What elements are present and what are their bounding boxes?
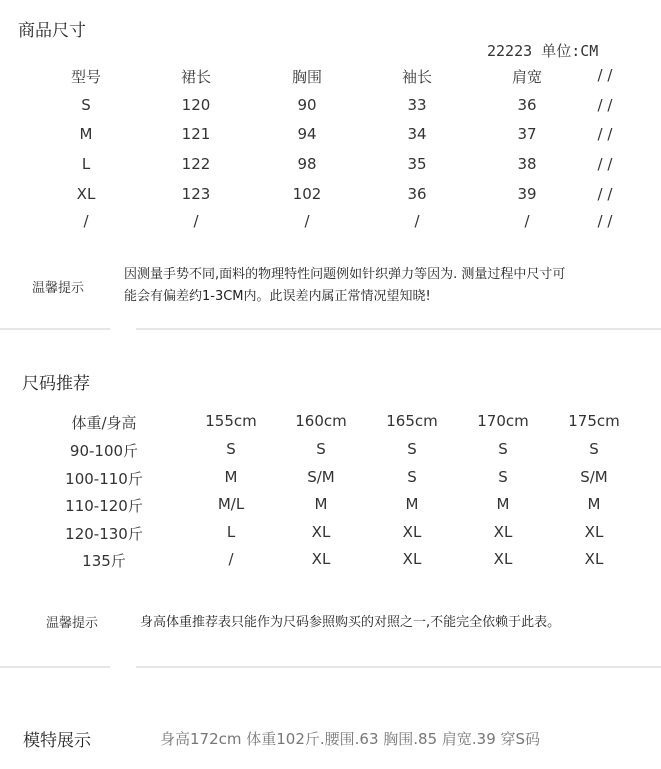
size-cell: 型号: [70, 68, 102, 86]
size-cell: 34: [407, 125, 427, 143]
recommend-cell: M: [224, 468, 238, 486]
divider: [136, 666, 661, 668]
size-tip-line-1: 因测量手势不同,面料的物理特性问题例如针织弹力等因为. 测量过程中尺寸可: [124, 267, 566, 282]
recommend-cell: S: [589, 440, 599, 458]
recommend-cell: M: [405, 495, 419, 513]
size-cell: 90: [297, 96, 317, 114]
size-cell: / /: [597, 96, 613, 114]
model-info-text: 身高172cm 体重102斤.腰围.63 胸围.85 肩宽.39 穿S码: [160, 730, 541, 748]
divider: [0, 666, 110, 668]
recommend-cell: S/M: [307, 468, 335, 486]
recommend-cell: M: [587, 495, 601, 513]
size-unit-line: [487, 40, 598, 61]
recommend-cell: XL: [493, 523, 513, 541]
size-cell: 36: [407, 185, 427, 203]
size-cell: L: [81, 155, 91, 173]
size-cell: M: [79, 125, 93, 143]
recommend-cell: 155cm: [205, 412, 257, 430]
size-cell: 胸围: [291, 68, 323, 86]
recommend-cell: S/M: [580, 468, 608, 486]
divider: [136, 328, 661, 330]
product-code: 22223: [487, 42, 533, 60]
recommend-cell: XL: [311, 550, 331, 568]
recommend-section-title: 尺码推荐: [22, 374, 90, 394]
recommend-cell: 120-130斤: [65, 525, 143, 543]
recommend-cell: M/L: [217, 495, 245, 513]
recommend-cell: M: [314, 495, 328, 513]
size-cell: / /: [597, 185, 613, 203]
recommend-tip-label: 温馨提示: [46, 616, 99, 631]
recommend-cell: 135斤: [82, 552, 126, 570]
size-cell: 35: [407, 155, 427, 173]
size-cell: 38: [517, 155, 537, 173]
size-cell: 33: [407, 96, 427, 114]
size-cell: / /: [597, 125, 613, 143]
recommend-cell: XL: [584, 550, 604, 568]
recommend-cell: 165cm: [386, 412, 438, 430]
recommend-cell: 160cm: [295, 412, 347, 430]
size-cell: / /: [597, 155, 613, 173]
size-cell: /: [83, 212, 89, 230]
recommend-cell: 体重/身高: [71, 414, 137, 432]
size-cell: XL: [76, 185, 96, 203]
recommend-cell: XL: [402, 523, 422, 541]
recommend-cell: S: [316, 440, 326, 458]
recommend-cell: XL: [311, 523, 331, 541]
size-cell: 98: [297, 155, 317, 173]
size-cell: 94: [297, 125, 317, 143]
recommend-cell: /: [228, 550, 234, 568]
size-cell: 36: [517, 96, 537, 114]
size-cell: S: [81, 96, 91, 114]
recommend-cell: XL: [402, 550, 422, 568]
size-cell: 123: [181, 185, 211, 203]
size-cell: 袖长: [401, 68, 433, 86]
size-cell: /: [524, 212, 530, 230]
size-cell: 37: [517, 125, 537, 143]
recommend-cell: M: [496, 495, 510, 513]
recommend-cell: XL: [584, 523, 604, 541]
size-cell: 肩宽: [511, 68, 543, 86]
recommend-tip-text: 身高体重推荐表只能作为尺码参照购买的对照之一,不能完全依赖于此表。: [140, 615, 561, 630]
size-cell: 39: [517, 185, 537, 203]
size-cell: 102: [292, 185, 322, 203]
size-tip-label: 温馨提示: [32, 281, 85, 296]
size-cell: 裙长: [180, 68, 212, 86]
size-tip-line-2: 能会有偏差约1-3CM内。此误差内属正常情况望知晓!: [124, 289, 431, 304]
recommend-cell: 90-100斤: [69, 442, 139, 460]
recommend-cell: XL: [493, 550, 513, 568]
recommend-cell: S: [226, 440, 236, 458]
recommend-cell: S: [407, 440, 417, 458]
size-cell: /: [414, 212, 420, 230]
recommend-cell: S: [498, 440, 508, 458]
recommend-cell: 100-110斤: [65, 470, 143, 488]
recommend-cell: S: [498, 468, 508, 486]
recommend-cell: 110-120斤: [65, 497, 143, 515]
recommend-cell: 175cm: [568, 412, 620, 430]
divider: [0, 328, 110, 330]
unit-label: 单位:CM: [541, 42, 599, 60]
size-cell: /: [304, 212, 310, 230]
size-cell: 121: [181, 125, 211, 143]
size-cell: / /: [597, 66, 613, 84]
recommend-cell: L: [226, 523, 236, 541]
recommend-cell: 170cm: [477, 412, 529, 430]
size-tip-text: [124, 264, 565, 308]
recommend-cell: S: [407, 468, 417, 486]
size-cell: / /: [597, 212, 613, 230]
size-cell: 120: [181, 96, 211, 114]
model-section-title: 模特展示: [23, 731, 91, 751]
size-cell: 122: [181, 155, 211, 173]
size-section-title: 商品尺寸: [18, 21, 86, 41]
size-cell: /: [193, 212, 199, 230]
